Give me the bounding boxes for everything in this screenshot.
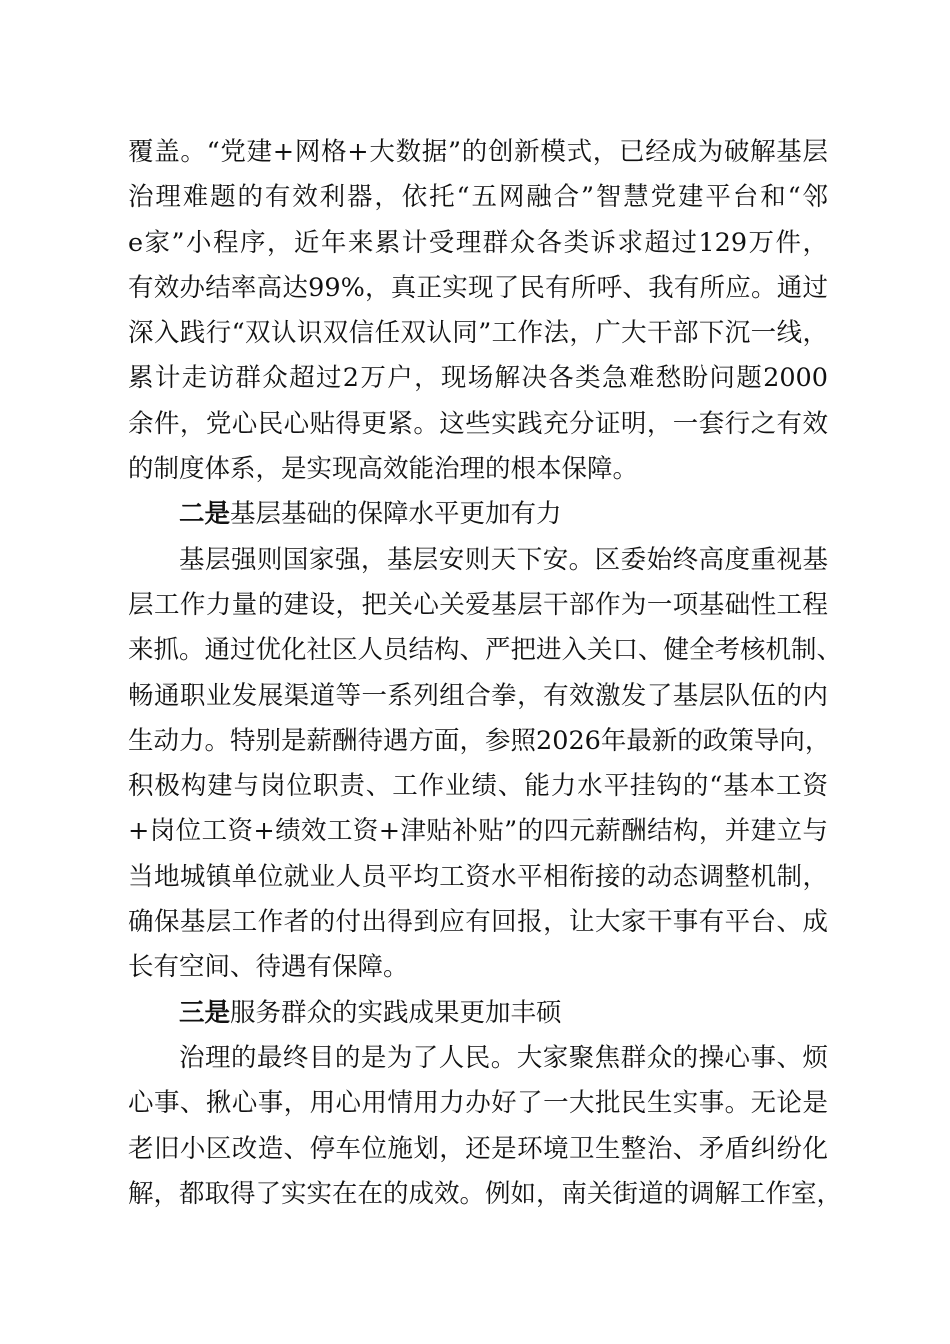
section-heading-3 <box>128 991 828 1036</box>
text-line: 层工作力量的建设，把关心关爱基层干部作为一项基础性工程 <box>128 589 828 620</box>
text-line: 畅通职业发展渠道等一系列组合拳，有效激发了基层队伍的内 <box>128 680 828 711</box>
text-line: 来抓。通过优化社区人员结构、严把进入关口、健全考核机制、 <box>128 635 843 666</box>
text-line: 基层强则国家强，基层安则天下安。区委始终高度重视基 <box>179 544 828 575</box>
text-line: 治理难题的有效利器，依托“五网融合”智慧党建平台和“邻 <box>128 182 828 213</box>
text-line: 累计走访群众超过2万户，现场解决各类急难愁盼问题2000 <box>128 363 828 394</box>
paragraph-3 <box>128 1036 843 1217</box>
text-line: 积极构建与岗位职责、工作业绩、能力水平挂钩的“基本工资 <box>128 771 828 802</box>
text-line: 覆盖。“党建+网格+大数据”的创新模式，已经成为破解基层 <box>128 137 828 167</box>
text-line: 深入践行“双认识双信任双认同”工作法，广大干部下沉一线， <box>128 318 828 349</box>
text-line: 当地城镇单位就业人员平均工资水平相衔接的动态调整机制， <box>128 861 828 892</box>
text-line: 生动力。特别是薪酬待遇方面，参照2026年最新的政策导向， <box>128 725 831 756</box>
text-line: +岗位工资+绩效工资+津贴补贴”的四元薪酬结构，并建立与 <box>128 816 828 847</box>
text-line: 余件，党心民心贴得更紧。这些实践充分证明，一套行之有效 <box>128 408 828 439</box>
section-heading-lead: 三是 <box>179 997 231 1028</box>
section-heading-text: 基层基础的保障水平更加有力 <box>230 499 562 530</box>
section-heading-2 <box>128 492 828 537</box>
text-line: 解，都取得了实实在在的成效。例如，南关街道的调解工作室， <box>128 1178 843 1209</box>
text-line: 长有空间、待遇有保障。 <box>128 952 409 983</box>
text-line: 心事、揪心事，用心用情用力办好了一大批民生实事。无论是 <box>128 1088 828 1119</box>
text-line: e家”小程序，近年来累计受理群众各类诉求超过129万件， <box>128 227 828 258</box>
paragraph-1 <box>128 130 828 492</box>
text-line: 治理的最终目的是为了人民。大家聚焦群众的操心事、烦 <box>179 1042 828 1073</box>
section-heading-lead: 二是 <box>179 499 231 530</box>
section-heading-text: 服务群众的实践成果更加丰硕 <box>230 997 562 1028</box>
document-body <box>128 130 843 1217</box>
text-line: 确保基层工作者的付出得到应有回报，让大家干事有平台、成 <box>128 907 828 938</box>
text-line: 老旧小区改造、停车位施划，还是环境卫生整治、矛盾纠纷化 <box>128 1133 828 1164</box>
text-line: 的制度体系，是实现高效能治理的根本保障。 <box>128 454 639 485</box>
text-line: 有效办结率高达99%，真正实现了民有所呼、我有所应。通过 <box>128 272 828 303</box>
paragraph-2 <box>128 538 843 991</box>
